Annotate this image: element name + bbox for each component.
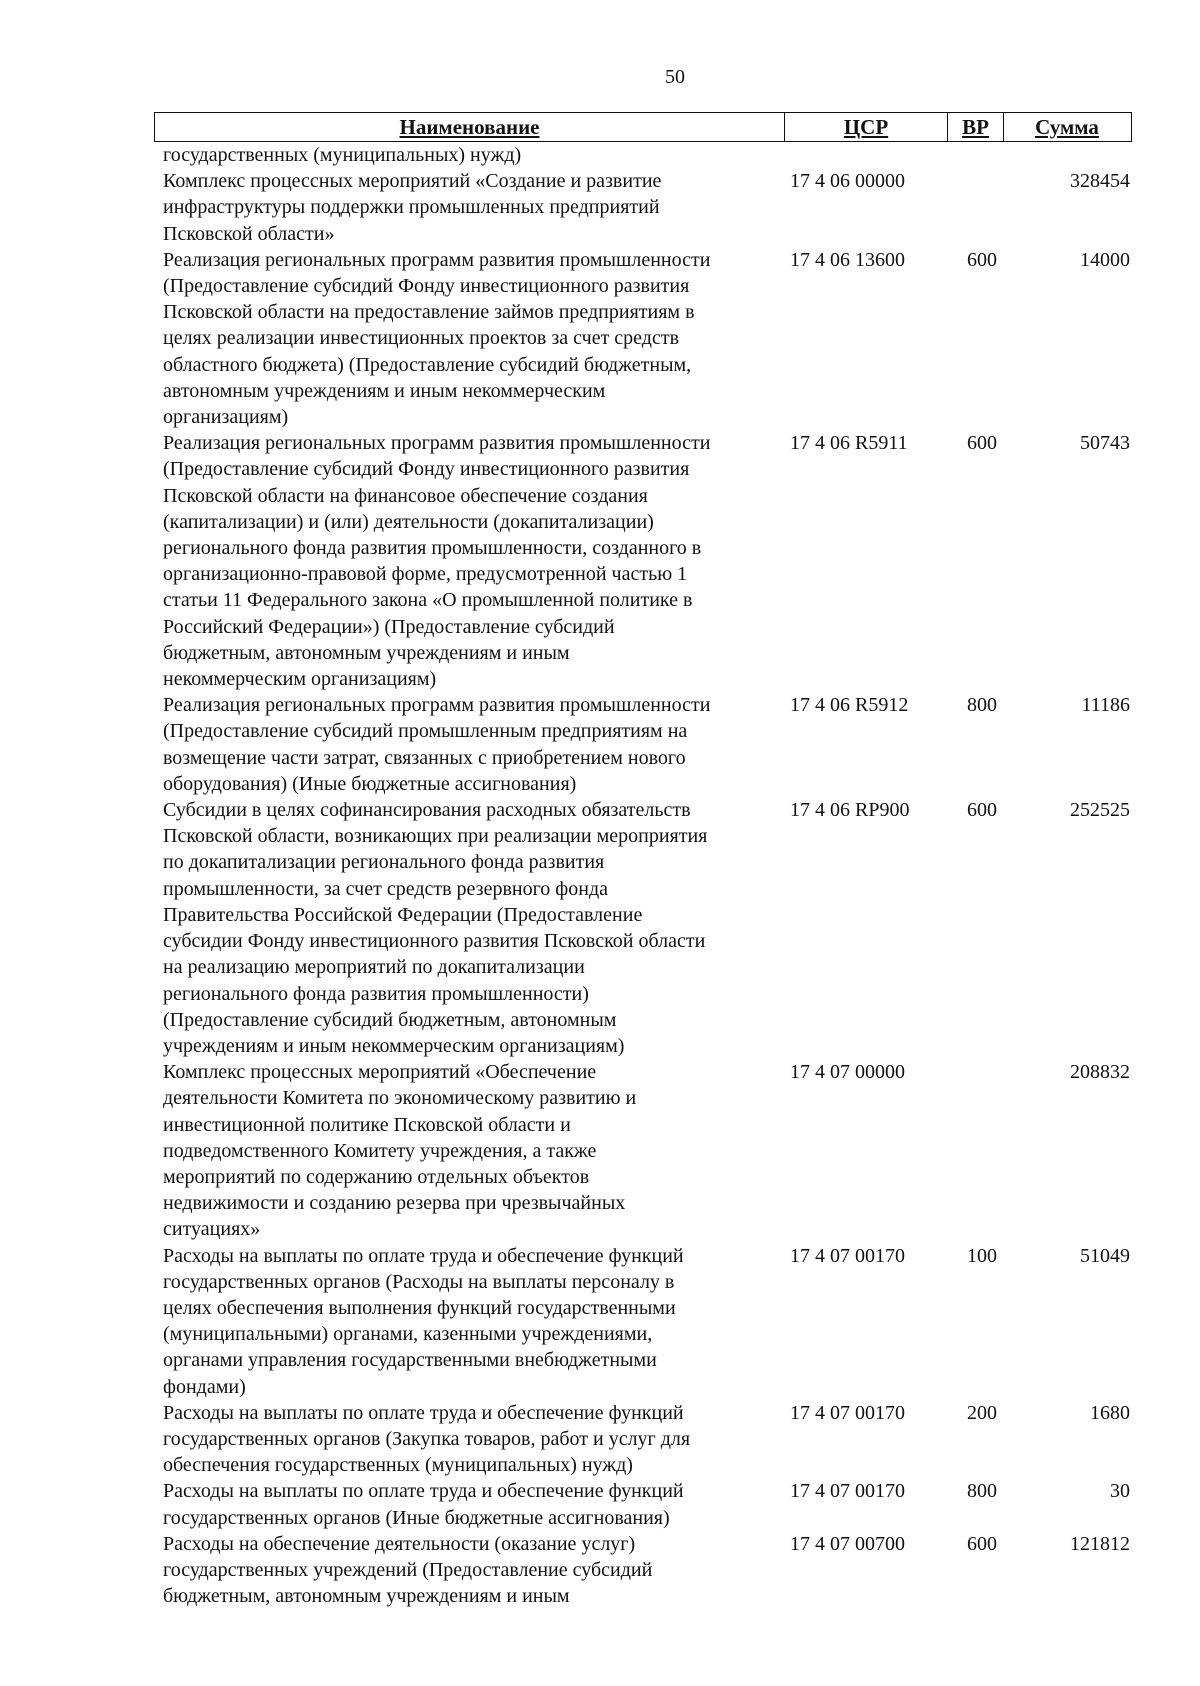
- row-sum: 14000: [1080, 248, 1130, 271]
- table-row: [154, 168, 1132, 247]
- row-csr: 17 4 07 00170: [790, 1244, 905, 1267]
- row-name-line: органами управления государственными внебюджетными: [163, 1349, 657, 1372]
- row-sum: 30: [1110, 1480, 1130, 1503]
- row-name-line: (Предоставление субсидий Фонду инвестиционного развития: [163, 458, 690, 481]
- row-name-line: промышленности, за счет средств резервного фонда: [163, 877, 609, 900]
- header-sum-label: Сумма: [1035, 115, 1099, 139]
- row-csr: 17 4 07 00000: [790, 1061, 905, 1084]
- row-name-line: государственных (муниципальных) нужд): [163, 144, 522, 166]
- row-name-line: мероприятий по содержанию отдельных объектов: [163, 1165, 590, 1188]
- row-name-line: бюджетным, автономным учреждениям и иным: [163, 1585, 570, 1608]
- row-name-line: на реализацию мероприятий по докапитализации: [163, 956, 585, 979]
- header-name: [155, 113, 785, 141]
- row-name-line: (Предоставление субсидий Фонду инвестиционного развития: [163, 275, 690, 298]
- row-name-line: Российский Федерации») (Предоставление субсидий: [163, 615, 615, 638]
- row-name-line: Комплекс процессных мероприятий «Создание и развитие: [163, 170, 662, 193]
- row-name-line: обеспечения государственных (муниципальных) нужд): [163, 1454, 633, 1477]
- table-row: [154, 1059, 1132, 1242]
- table-row: [154, 1531, 1132, 1610]
- row-vr: 800: [967, 694, 997, 717]
- row-csr: 17 4 06 R5912: [790, 694, 909, 717]
- row-csr: 17 4 07 00170: [790, 1480, 905, 1503]
- row-name-line: фондами): [163, 1375, 246, 1398]
- row-name-line: Реализация региональных программ развития промышленности: [163, 432, 711, 455]
- page-number: 50: [665, 66, 685, 88]
- budget-table: [154, 112, 1132, 1609]
- header-name-label: Наименование: [399, 115, 540, 139]
- row-name-line: Псковской области, возникающих при реализации мероприятия: [163, 825, 708, 848]
- row-sum: 50743: [1080, 432, 1130, 455]
- row-name-line: Расходы на обеспечение деятельности (оказание услуг): [163, 1532, 636, 1555]
- row-name-line: некоммерческим организациям): [163, 668, 437, 691]
- row-name-line: целях обеспечения выполнения функций государственными: [163, 1296, 676, 1319]
- row-name-line: областного бюджета) (Предоставление субсидий бюджетным,: [163, 353, 692, 376]
- row-name: [154, 247, 790, 430]
- header-vr-label: ВР: [962, 115, 989, 139]
- table-row: [154, 692, 1132, 797]
- row-name: [154, 168, 790, 247]
- row-name-line: возмещение части затрат, связанных с приобретением нового: [163, 746, 686, 769]
- row-name-line: регионального фонда развития промышленности, созданного в: [163, 537, 702, 560]
- row-vr: [958, 1059, 1014, 1242]
- table-row: [154, 1478, 1132, 1530]
- header-csr-label: ЦСР: [843, 115, 889, 139]
- row-vr: 600: [967, 799, 997, 822]
- row-name-line: Расходы на выплаты по оплате труда и обеспечение функций: [163, 1480, 684, 1503]
- row-sum: 208832: [1070, 1061, 1130, 1084]
- row-vr: 600: [967, 248, 997, 271]
- row-sum: [1014, 142, 1130, 168]
- row-name-line: бюджетным, автономным учреждениям и иным: [163, 641, 570, 664]
- row-name-line: государственных органов (Закупка товаров, работ и услуг для: [163, 1427, 691, 1450]
- row-name-line: Псковской области на финансовое обеспечение создания: [163, 484, 648, 507]
- row-name-line: Расходы на выплаты по оплате труда и обеспечение функций: [163, 1244, 684, 1267]
- row-name-line: ситуациях»: [163, 1218, 261, 1241]
- row-csr: 17 4 06 R5911: [790, 432, 908, 455]
- row-name-line: Расходы на выплаты по оплате труда и обеспечение функций: [163, 1401, 684, 1424]
- row-name-line: Псковской области на предоставление займов предприятиям в: [163, 301, 695, 324]
- header-sum: [1004, 113, 1130, 141]
- row-name-line: Реализация региональных программ развития промышленности: [163, 248, 711, 271]
- row-name-line: оборудования) (Иные бюджетные ассигнования): [163, 772, 577, 795]
- row-csr: 17 4 06 13600: [790, 248, 905, 271]
- row-name: [154, 1243, 790, 1400]
- row-name-line: Реализация региональных программ развития промышленности: [163, 694, 711, 717]
- row-sum: 252525: [1070, 799, 1130, 822]
- row-name-line: организациям): [163, 406, 289, 429]
- row-name: [154, 142, 790, 168]
- row-name-line: Правительства Российской Федерации (Предоставление: [163, 903, 643, 926]
- row-name-line: Псковской области»: [163, 222, 335, 245]
- row-vr: 100: [967, 1244, 997, 1267]
- row-name-line: инвестиционной политике Псковской области и: [163, 1113, 571, 1136]
- table-row: [154, 1400, 1132, 1479]
- table-row: [154, 142, 1132, 168]
- row-name-line: государственных органов (Расходы на выплаты персоналу в: [163, 1270, 675, 1293]
- row-name: [154, 1478, 790, 1530]
- row-name: [154, 1059, 790, 1242]
- table-row: [154, 247, 1132, 430]
- row-name-line: (капитализации) и (или) деятельности (докапитализации): [163, 510, 654, 533]
- row-sum: 1680: [1090, 1401, 1130, 1424]
- row-sum: 121812: [1070, 1532, 1130, 1555]
- row-name-line: статьи 11 Федерального закона «О промышленной политике в: [163, 589, 693, 612]
- header-vr: [948, 113, 1004, 141]
- row-csr: [790, 142, 958, 168]
- row-vr: 600: [967, 432, 997, 455]
- row-name-line: (Предоставление субсидий бюджетным, автономным: [163, 1008, 617, 1031]
- table-body: [154, 142, 1132, 1609]
- row-name-line: автономным учреждениям и иным некоммерческим: [163, 379, 606, 402]
- header-csr: [785, 113, 948, 141]
- row-name: [154, 1400, 790, 1479]
- row-vr: 200: [967, 1401, 997, 1424]
- row-name: [154, 797, 790, 1059]
- row-name-line: государственных органов (Иные бюджетные ассигнования): [163, 1506, 670, 1529]
- row-name-line: деятельности Комитета по экономическому развитию и: [163, 1087, 637, 1110]
- row-name-line: (муниципальными) органами, казенными учреждениями,: [163, 1323, 653, 1346]
- row-csr: 17 4 06 RP900: [790, 799, 910, 822]
- row-name-line: по докапитализации регионального фонда развития: [163, 851, 605, 874]
- table-row: [154, 430, 1132, 692]
- row-csr: 17 4 07 00170: [790, 1401, 905, 1424]
- row-sum: 328454: [1070, 170, 1130, 193]
- row-csr: 17 4 06 00000: [790, 170, 905, 193]
- row-name-line: субсидии Фонду инвестиционного развития Псковской области: [163, 930, 706, 953]
- row-name-line: Субсидии в целях софинансирования расходных обязательств: [163, 799, 691, 822]
- row-name-line: Комплекс процессных мероприятий «Обеспечение: [163, 1061, 597, 1084]
- row-name-line: инфраструктуры поддержки промышленных предприятий: [163, 196, 660, 219]
- row-vr: [958, 168, 1014, 247]
- row-vr: 600: [967, 1532, 997, 1555]
- row-vr: [958, 142, 1014, 168]
- row-name-line: подведомственного Комитету учреждения, а также: [163, 1139, 597, 1162]
- row-name-line: государственных учреждений (Предоставление субсидий: [163, 1558, 653, 1581]
- table-row: [154, 797, 1132, 1059]
- table-row: [154, 1243, 1132, 1400]
- row-name-line: учреждениям и иным некоммерческим организациям): [163, 1034, 625, 1057]
- row-name: [154, 1531, 790, 1610]
- row-name: [154, 430, 790, 692]
- row-name-line: недвижимости и созданию резерва при чрезвычайных: [163, 1192, 626, 1215]
- row-name: [154, 692, 790, 797]
- row-name-line: организационно-правовой форме, предусмотренной частью 1: [163, 563, 688, 586]
- table-header: [154, 112, 1132, 142]
- row-csr: 17 4 07 00700: [790, 1532, 905, 1555]
- row-name-line: регионального фонда развития промышленности): [163, 982, 589, 1005]
- row-sum: 51049: [1080, 1244, 1130, 1267]
- row-name-line: (Предоставление субсидий промышленным предприятиям на: [163, 720, 688, 743]
- row-name-line: целях реализации инвестиционных проектов за счет средств: [163, 327, 680, 350]
- row-vr: 800: [967, 1480, 997, 1503]
- row-sum: 11186: [1081, 694, 1130, 717]
